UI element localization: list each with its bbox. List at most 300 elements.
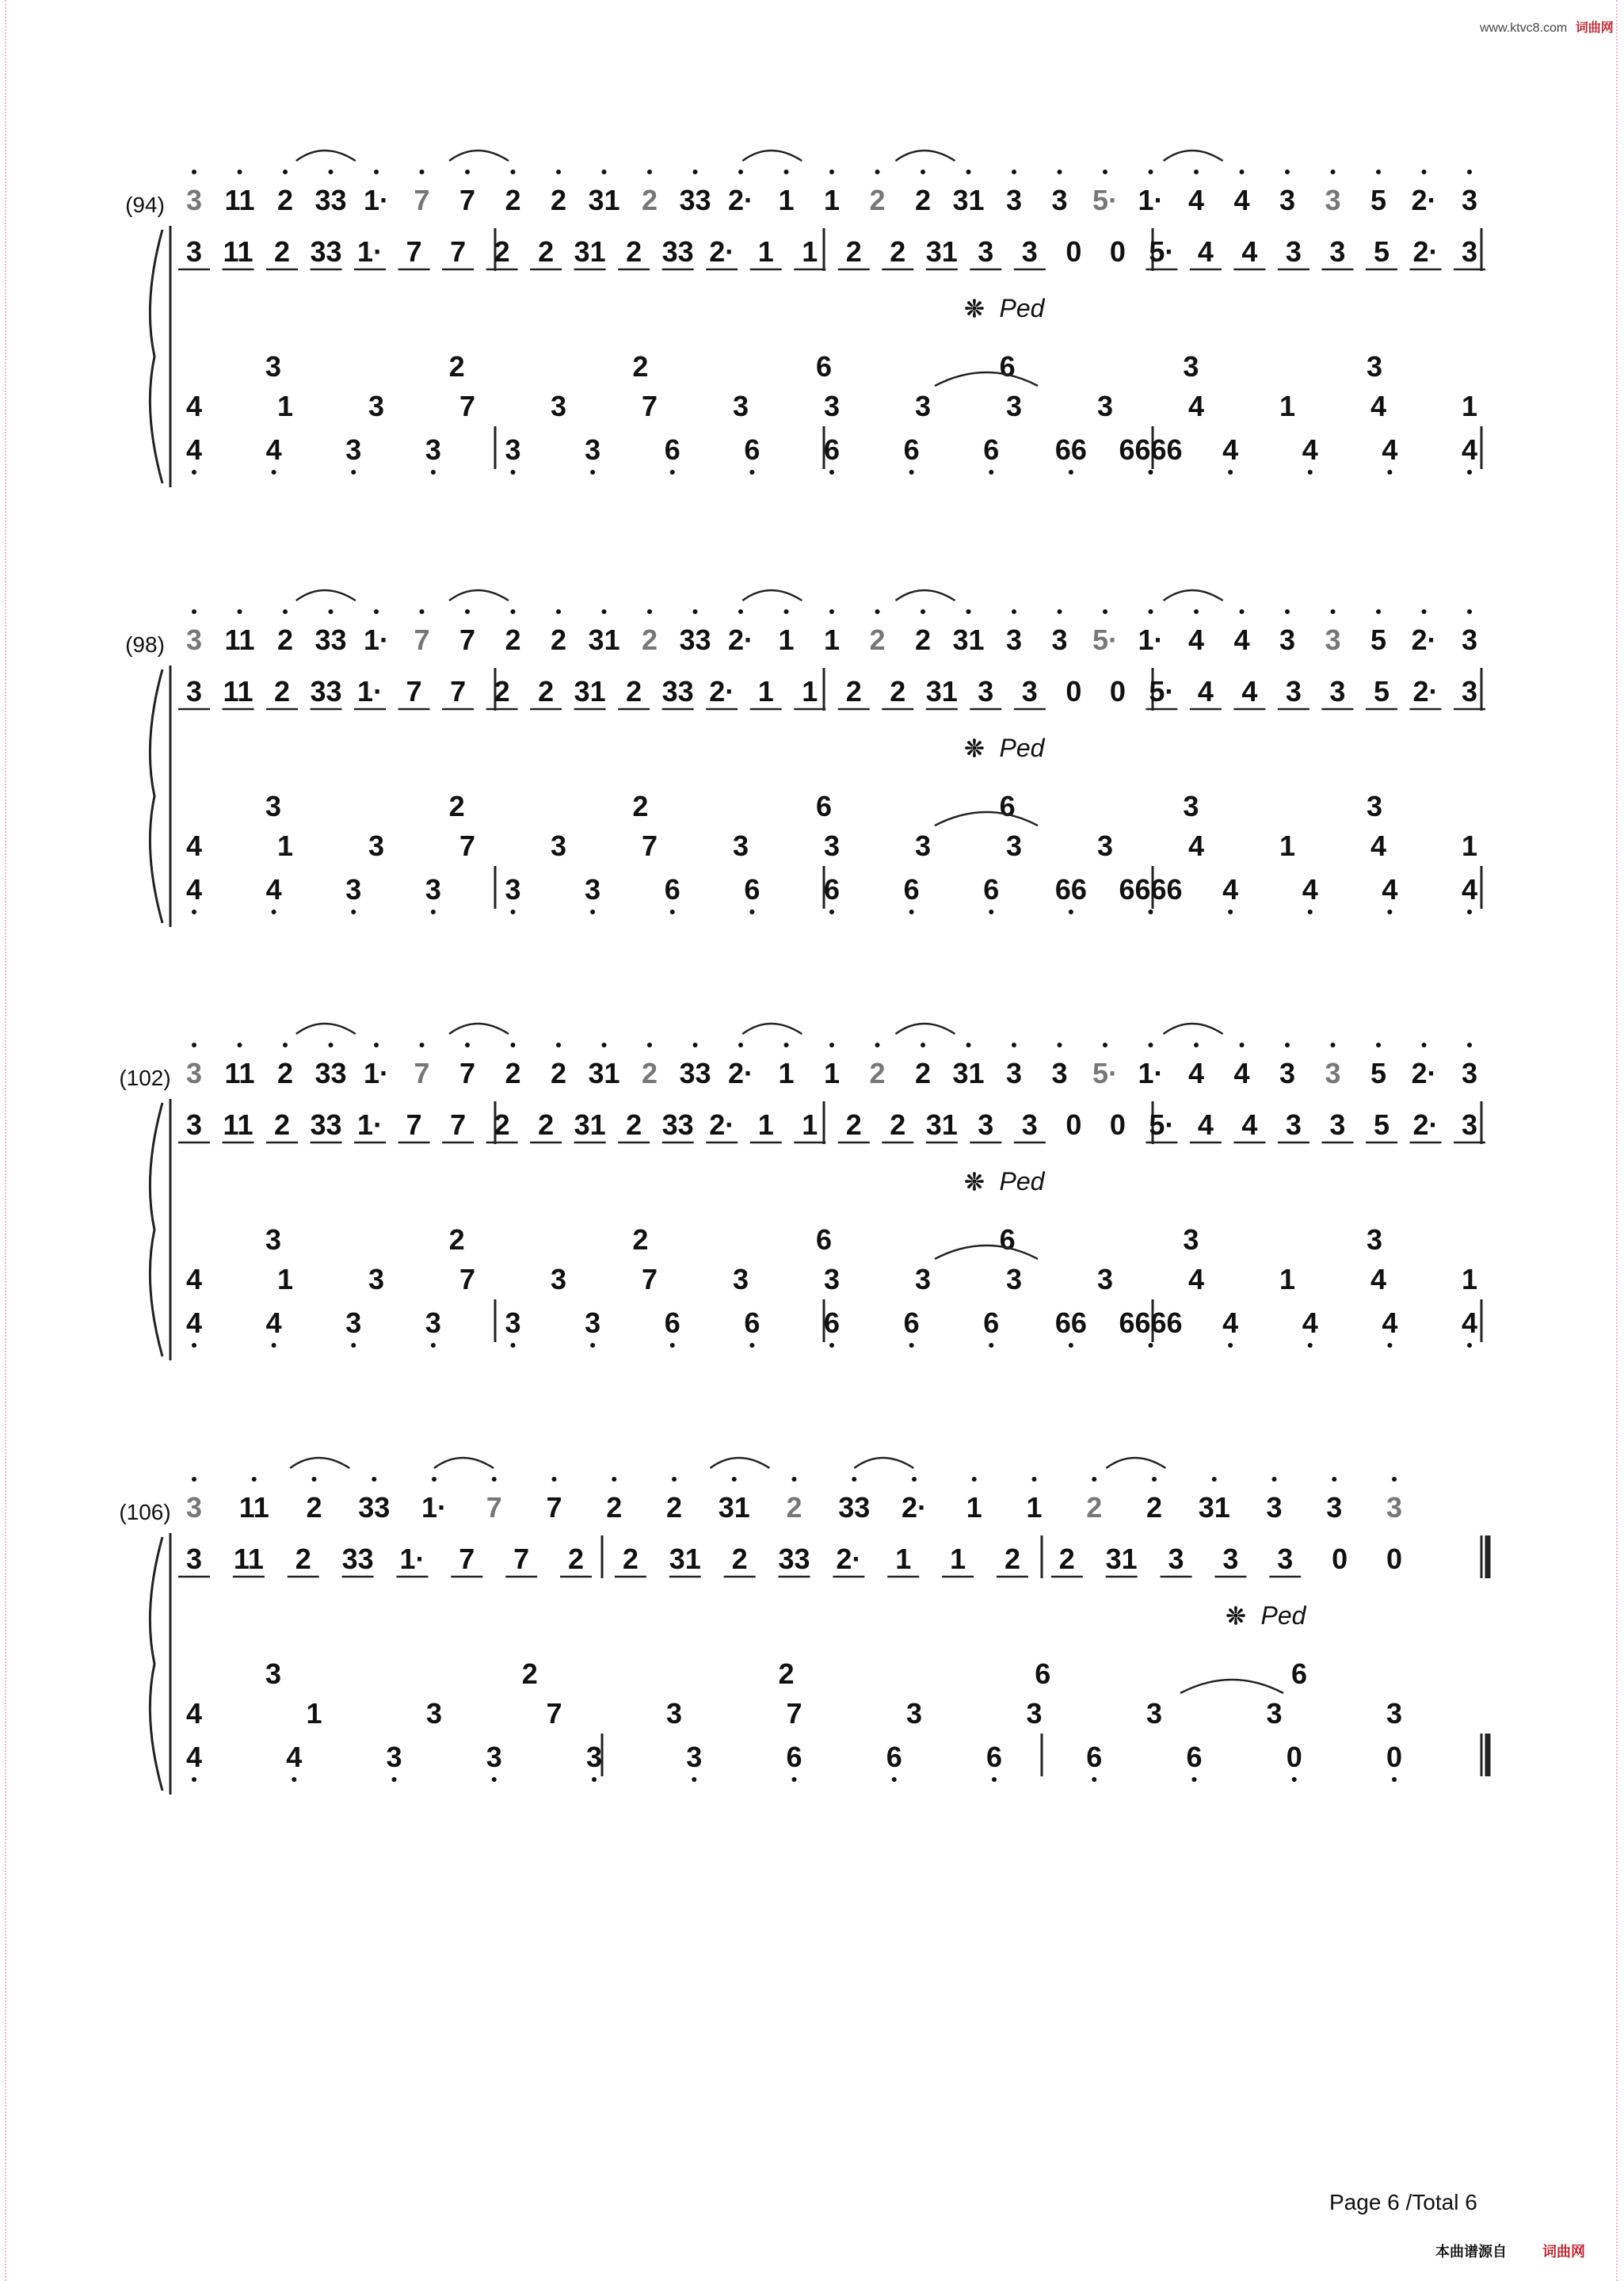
octave-dot: [1194, 609, 1199, 614]
treble-upper-note: 1·: [363, 624, 390, 656]
low-octave-dot: [351, 470, 356, 475]
bass-lower-note: 3: [486, 1741, 502, 1773]
bass-upper-note: 3: [1183, 1223, 1199, 1256]
treble-upper-note: 2: [914, 1057, 932, 1089]
treble-lower-note: 5: [1373, 1108, 1390, 1141]
treble-lower-note: 31: [669, 1543, 701, 1575]
octave-dot: [647, 609, 652, 614]
octave-dot: [1422, 1043, 1427, 1047]
treble-lower-note: 2: [731, 1543, 748, 1575]
bass-lower-note: 6666: [1119, 433, 1183, 466]
bass-lower-note: 4: [1382, 1306, 1398, 1339]
low-octave-dot: [590, 910, 595, 914]
treble-upper-note: 2·: [901, 1491, 928, 1524]
treble-upper-note: 1: [823, 1057, 841, 1089]
treble-lower-note: 2: [1004, 1543, 1020, 1575]
treble-upper-note: 5: [1370, 184, 1387, 216]
treble-lower-note: 1·: [357, 675, 383, 708]
site-brand: 词曲网: [1575, 21, 1614, 35]
bass-lower-note: 3: [585, 1741, 603, 1773]
bass-middle-note: 4: [185, 830, 203, 862]
treble-upper-note: 31: [588, 184, 620, 216]
octave-dot: [1331, 170, 1336, 174]
treble-lower-note: 0: [1109, 675, 1126, 708]
treble-upper-note: 3: [185, 184, 203, 216]
treble-upper-note: 7: [459, 1057, 476, 1089]
octave-dot: [693, 170, 698, 174]
octave-dot: [1240, 170, 1245, 174]
bass-lower-note: 3: [345, 1306, 362, 1339]
bass-lower-note: 6: [744, 1306, 761, 1339]
treble-upper-note: 31: [952, 184, 985, 216]
treble-lower-note: 33: [341, 1543, 374, 1575]
bass-lower-note: 4: [286, 1741, 303, 1773]
treble-upper-note: 2: [869, 624, 886, 656]
bass-lower-note: 6: [983, 873, 1000, 906]
treble-lower-note: 2: [274, 235, 291, 268]
octave-dot: [556, 170, 561, 174]
octave-dot: [972, 1477, 977, 1482]
pedal-release-mark: ❊: [964, 736, 985, 762]
low-octave-dot: [909, 1343, 914, 1348]
treble-upper-note: 7: [486, 1491, 502, 1524]
treble-upper-note: 7: [414, 1057, 430, 1089]
bass-lower-note: 3: [425, 1306, 441, 1339]
low-octave-dot: [892, 1777, 897, 1782]
octave-dot: [1058, 609, 1062, 614]
bass-lower-note: 6: [786, 1741, 802, 1773]
octave-dot: [238, 170, 242, 174]
bass-middle-note: 3: [1096, 1263, 1114, 1295]
octave-dot: [465, 170, 470, 174]
treble-lower-note: 4: [1241, 1108, 1258, 1141]
octave-dot: [492, 1477, 497, 1482]
bass-middle-note: 3: [732, 390, 749, 422]
octave-dot: [432, 1477, 436, 1482]
octave-dot: [672, 1477, 677, 1482]
treble-lower-note: 2: [626, 675, 642, 708]
treble-upper-note: 3: [185, 1057, 203, 1089]
octave-dot: [1012, 1043, 1016, 1047]
low-octave-dot: [1069, 910, 1073, 914]
low-octave-dot: [670, 470, 675, 475]
system-brace: [150, 1103, 162, 1356]
bass-upper-note: 6: [815, 350, 833, 383]
treble-lower-note: 1: [757, 235, 774, 268]
low-octave-dot: [989, 1343, 993, 1348]
bass-middle-note: 1: [1279, 390, 1296, 422]
bass-middle-note: 3: [1005, 830, 1023, 862]
treble-upper-note: 4: [1233, 184, 1250, 216]
octave-dot: [1272, 1477, 1277, 1482]
low-octave-dot: [749, 470, 754, 475]
treble-lower-note: 1: [757, 675, 774, 708]
bass-upper-note: 3: [1366, 790, 1383, 822]
treble-upper-note: 3: [1005, 184, 1023, 216]
treble-lower-note: 2: [494, 235, 510, 268]
low-octave-dot: [1467, 1343, 1472, 1348]
treble-upper-note: 7: [459, 624, 476, 656]
bass-lower-note: 6: [823, 1306, 841, 1339]
slur: [296, 590, 356, 601]
treble-upper-note: 33: [315, 624, 347, 656]
low-octave-dot: [1308, 1343, 1313, 1348]
treble-upper-note: 3: [1461, 1057, 1478, 1089]
treble-lower-note: 3: [1461, 1108, 1478, 1141]
treble-upper-note: 1: [1026, 1491, 1043, 1524]
octave-dot: [1012, 170, 1016, 174]
treble-lower-note: 1: [895, 1543, 912, 1575]
treble-upper-note: 2: [505, 1057, 521, 1089]
bass-lower-note: 6: [903, 1306, 920, 1339]
slur: [1164, 1024, 1223, 1034]
bass-lower-note: 66: [1054, 1306, 1087, 1339]
bass-lower-note: 6: [983, 433, 1000, 466]
treble-lower-note: 3: [1329, 1108, 1346, 1141]
low-octave-dot: [829, 910, 834, 914]
page-counter: Page 6 /Total 6: [1329, 2190, 1477, 2214]
octave-dot: [1103, 170, 1107, 174]
treble-lower-note: 2: [568, 1543, 585, 1575]
treble-lower-note: 0: [1109, 1108, 1126, 1141]
bass-lower-note: 6: [1086, 1741, 1103, 1773]
treble-upper-note: 2: [869, 184, 886, 216]
octave-dot: [1149, 609, 1153, 614]
bass-middle-note: 3: [1146, 1697, 1163, 1730]
octave-dot: [1012, 609, 1016, 614]
treble-upper-note: 2·: [1411, 1057, 1437, 1089]
bass-middle-note: 1: [306, 1697, 322, 1730]
octave-dot: [875, 1043, 880, 1047]
bass-lower-note: 0: [1286, 1741, 1302, 1773]
treble-upper-note: 2: [641, 1057, 658, 1089]
octave-dot: [647, 170, 652, 174]
treble-lower-note: 3: [1285, 675, 1302, 708]
low-octave-dot: [351, 1343, 356, 1348]
treble-upper-note: 3: [1051, 624, 1068, 656]
bass-upper-note: 3: [1366, 350, 1383, 383]
bass-upper-note: 6: [999, 350, 1016, 383]
bass-tie: [935, 1245, 1038, 1259]
octave-dot: [1376, 609, 1381, 614]
treble-upper-note: 5·: [1092, 1057, 1119, 1089]
treble-upper-note: 3: [185, 624, 203, 656]
treble-lower-note: 11: [223, 1108, 254, 1141]
treble-lower-note: 7: [459, 1543, 475, 1575]
slur: [1164, 590, 1223, 601]
treble-upper-note: 2: [606, 1491, 623, 1524]
octave-dot: [602, 609, 607, 614]
octave-dot: [1422, 609, 1427, 614]
octave-dot: [1422, 170, 1427, 174]
bass-lower-note: 6: [664, 873, 680, 906]
bass-lower-note: 4: [1382, 433, 1398, 466]
octave-dot: [556, 1043, 561, 1047]
bass-lower-note: 3: [505, 873, 521, 906]
system-brace: [150, 230, 162, 483]
treble-lower-note: 5: [1373, 675, 1390, 708]
treble-upper-note: 2: [505, 184, 521, 216]
octave-dot: [647, 1043, 652, 1047]
octave-dot: [420, 170, 425, 174]
octave-dot: [1212, 1477, 1217, 1482]
bass-middle-note: 3: [914, 1263, 932, 1295]
treble-lower-note: 0: [1066, 1108, 1082, 1141]
octave-dot: [511, 170, 516, 174]
octave-dot: [465, 1043, 470, 1047]
bass-lower-note: 4: [1222, 433, 1239, 466]
bass-upper-note: 6: [815, 790, 833, 822]
treble-upper-note: 2: [914, 184, 932, 216]
treble-lower-note: 2: [845, 235, 862, 268]
treble-upper-note: 4: [1233, 1057, 1250, 1089]
low-octave-dot: [351, 910, 356, 914]
low-octave-dot: [1308, 470, 1313, 475]
bass-lower-note: 6: [1186, 1741, 1203, 1773]
bass-lower-note: 4: [1222, 1306, 1239, 1339]
treble-lower-note: 3: [978, 1108, 994, 1141]
octave-dot: [1152, 1477, 1157, 1482]
bass-middle-note: 3: [368, 390, 385, 422]
bass-lower-note: 4: [1222, 873, 1239, 906]
treble-lower-note: 11: [223, 235, 254, 268]
treble-upper-note: 3: [1005, 624, 1023, 656]
low-octave-dot: [511, 910, 516, 914]
treble-lower-note: 2·: [709, 1108, 735, 1141]
octave-dot: [966, 170, 971, 174]
treble-lower-note: 2: [494, 1108, 510, 1141]
treble-lower-note: 2: [626, 1108, 642, 1141]
treble-lower-note: 2: [538, 675, 555, 708]
treble-lower-note: 2: [890, 1108, 906, 1141]
bass-middle-note: 7: [641, 830, 658, 862]
treble-upper-note: 2: [276, 624, 294, 656]
bass-middle-note: 3: [1026, 1697, 1043, 1730]
octave-dot: [329, 170, 334, 174]
low-octave-dot: [1228, 1343, 1233, 1348]
octave-dot: [1194, 1043, 1199, 1047]
bass-middle-note: 7: [459, 1263, 476, 1295]
bass-lower-note: 6666: [1119, 1306, 1183, 1339]
treble-upper-note: 3: [1005, 1057, 1023, 1089]
slur: [296, 151, 356, 161]
treble-upper-note: 2: [550, 1057, 567, 1089]
octave-dot: [921, 609, 925, 614]
treble-lower-note: 3: [185, 235, 203, 268]
bass-upper-note: 6: [999, 1223, 1016, 1256]
footer-brand: 词曲网: [1542, 2244, 1586, 2260]
treble-upper-note: 4: [1188, 184, 1205, 216]
octave-dot: [1392, 1477, 1397, 1482]
octave-dot: [693, 1043, 698, 1047]
octave-dot: [192, 1043, 196, 1047]
octave-dot: [693, 609, 698, 614]
treble-lower-note: 2·: [1412, 235, 1439, 268]
treble-lower-note: 33: [661, 675, 694, 708]
treble-upper-note: 3: [1325, 1057, 1341, 1089]
bass-middle-note: 3: [914, 830, 932, 862]
treble-lower-note: 31: [925, 235, 958, 268]
octave-dot: [192, 609, 196, 614]
treble-lower-note: 2·: [709, 675, 735, 708]
treble-lower-note: 3: [1021, 235, 1038, 268]
treble-lower-note: 1·: [357, 1108, 383, 1141]
octave-dot: [1467, 609, 1472, 614]
bass-middle-note: 1: [1279, 830, 1296, 862]
octave-dot: [1032, 1477, 1037, 1482]
bass-upper-note: 3: [265, 790, 282, 822]
octave-dot: [875, 170, 880, 174]
bass-middle-note: 4: [185, 1263, 203, 1295]
octave-dot: [784, 1043, 789, 1047]
bass-middle-note: 3: [1096, 390, 1114, 422]
bass-lower-note: 3: [585, 433, 601, 466]
bass-lower-note: 6: [823, 873, 841, 906]
treble-lower-note: 0: [1109, 235, 1126, 268]
bass-upper-note: 2: [632, 790, 649, 822]
system-brace: [150, 669, 162, 923]
bass-lower-note: 4: [265, 433, 282, 466]
bass-upper-note: 2: [448, 790, 465, 822]
treble-upper-note: 1: [966, 1491, 982, 1524]
bass-lower-note: 6: [664, 1306, 680, 1339]
bass-tie: [1180, 1680, 1283, 1693]
bass-lower-note: 6666: [1119, 873, 1183, 906]
treble-upper-note: 3: [1461, 184, 1478, 216]
bass-upper-note: 3: [1183, 790, 1199, 822]
measure-number: (102): [119, 1066, 171, 1090]
bass-lower-note: 6: [823, 433, 841, 466]
octave-dot: [921, 170, 925, 174]
low-octave-dot: [192, 470, 196, 475]
bass-middle-note: 3: [823, 390, 841, 422]
low-octave-dot: [192, 1343, 196, 1348]
treble-upper-note: 3: [1386, 1491, 1403, 1524]
octave-dot: [329, 1043, 334, 1047]
bass-upper-note: 3: [265, 350, 282, 383]
bass-middle-note: 7: [459, 390, 476, 422]
octave-dot: [465, 609, 470, 614]
treble-upper-note: 2: [550, 184, 567, 216]
treble-upper-note: 3: [1051, 184, 1068, 216]
bass-lower-note: 6: [983, 1306, 1000, 1339]
low-octave-dot: [1149, 910, 1153, 914]
octave-dot: [1285, 170, 1290, 174]
treble-upper-note: 3: [1279, 1057, 1296, 1089]
octave-dot: [738, 170, 743, 174]
treble-lower-note: 33: [661, 235, 694, 268]
bass-lower-note: 4: [265, 1306, 282, 1339]
octave-dot: [829, 1043, 834, 1047]
low-octave-dot: [1149, 470, 1153, 475]
bass-lower-note: 6: [903, 433, 920, 466]
treble-upper-note: 31: [718, 1491, 750, 1524]
treble-upper-note: 1: [823, 184, 841, 216]
pedal-mark: Ped: [1260, 1601, 1306, 1630]
slur: [742, 151, 802, 161]
slur: [1164, 151, 1223, 161]
treble-lower-note: 2: [494, 675, 510, 708]
bass-lower-note: 3: [425, 873, 441, 906]
bass-lower-note: 4: [185, 1306, 203, 1339]
bass-middle-note: 4: [1188, 390, 1205, 422]
treble-upper-note: 1: [823, 624, 841, 656]
octave-dot: [1467, 1043, 1472, 1047]
treble-lower-note: 3: [185, 1543, 203, 1575]
low-octave-dot: [792, 1777, 797, 1782]
octave-dot: [1149, 1043, 1153, 1047]
treble-upper-note: 33: [315, 184, 347, 216]
bass-middle-note: 3: [1096, 830, 1114, 862]
bass-middle-note: 1: [1461, 830, 1478, 862]
octave-dot: [1376, 170, 1381, 174]
treble-upper-note: 3: [1279, 624, 1296, 656]
octave-dot: [829, 609, 834, 614]
treble-lower-note: 7: [450, 675, 467, 708]
bass-middle-note: 1: [1461, 390, 1478, 422]
treble-upper-note: 1·: [1138, 184, 1164, 216]
octave-dot: [1240, 1043, 1245, 1047]
octave-dot: [1058, 1043, 1062, 1047]
treble-lower-note: 5·: [1149, 235, 1175, 268]
treble-lower-note: 2: [538, 1108, 555, 1141]
footer-source: [1435, 2241, 1585, 2261]
octave-dot: [602, 1043, 607, 1047]
octave-dot: [966, 1043, 971, 1047]
octave-dot: [1332, 1477, 1336, 1482]
treble-lower-note: 33: [310, 1108, 342, 1141]
bass-lower-note: 3: [505, 433, 521, 466]
bass-lower-note: 3: [686, 1741, 703, 1773]
bass-lower-note: 4: [185, 433, 203, 466]
octave-dot: [420, 609, 425, 614]
treble-lower-note: 3: [1277, 1543, 1294, 1575]
source-note: 本曲谱源自: [1435, 2244, 1507, 2260]
bass-lower-note: 4: [1302, 1306, 1318, 1339]
low-octave-dot: [1092, 1777, 1096, 1782]
bass-lower-note: 66: [1054, 873, 1087, 906]
bass-lower-note: 3: [585, 1306, 601, 1339]
low-octave-dot: [590, 470, 595, 475]
bass-lower-note: 4: [1461, 1306, 1478, 1339]
site-url: www.ktvc8.com: [1480, 21, 1568, 35]
treble-lower-note: 3: [978, 675, 994, 708]
treble-upper-note: 33: [838, 1491, 871, 1524]
octave-dot: [283, 170, 288, 174]
bass-middle-note: 4: [1370, 390, 1387, 422]
treble-upper-note: 2: [641, 624, 658, 656]
octave-dot: [192, 170, 196, 174]
octave-dot: [252, 1477, 257, 1482]
bass-middle-note: 4: [185, 390, 203, 422]
treble-upper-note: 3: [1279, 184, 1296, 216]
bass-lower-note: 6: [903, 873, 920, 906]
bass-upper-note: 3: [265, 1657, 282, 1690]
bass-middle-note: 3: [823, 830, 841, 862]
low-octave-dot: [1467, 910, 1472, 914]
low-octave-dot: [989, 470, 993, 475]
bass-middle-note: 4: [185, 1697, 203, 1730]
bass-middle-note: 4: [1188, 830, 1205, 862]
octave-dot: [852, 1477, 856, 1482]
treble-lower-note: 31: [574, 1108, 606, 1141]
bass-middle-note: 1: [276, 1263, 294, 1295]
treble-upper-note: 2·: [1411, 184, 1437, 216]
treble-upper-note: 1·: [421, 1491, 448, 1524]
treble-lower-note: 5·: [1149, 675, 1175, 708]
treble-lower-note: 2: [626, 235, 642, 268]
octave-dot: [552, 1477, 557, 1482]
